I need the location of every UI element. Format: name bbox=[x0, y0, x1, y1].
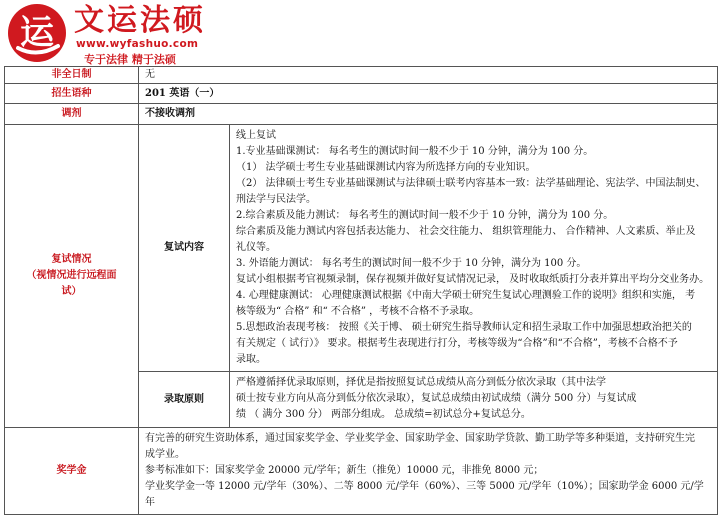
scholarship-line: 学业奖学金一等 12000 元/学年（30%）、二等 8000 元/学年（60%）、三等 5000 元/学年（10%）；国家助学金 6000 元/学年 bbox=[145, 481, 704, 508]
retest-label bbox=[5, 125, 139, 428]
retest-content-line: 2.综合素质及能力测试： 每名考生的测试时间一般不少于 10 分钟，满分为 100 分。 bbox=[236, 210, 614, 221]
retest-content-line: 5.思想政治表现考核： 按照《关于博、 硕士研究生指导教师认定和招生录取工作中加强思想政治把关的 bbox=[236, 322, 692, 333]
retest-content-line: （1） 法学硕士考生专业基础课测试内容为所选择方向的专业知识。 bbox=[236, 162, 536, 173]
info-table bbox=[4, 66, 718, 515]
retest-content-line: 核等级为“ 合格” 和“ 不合格” ，考核不合格不予录取。 bbox=[236, 306, 480, 317]
language-value: 201 英语（一） bbox=[139, 84, 718, 104]
site-header bbox=[0, 0, 720, 66]
table-row bbox=[5, 125, 718, 372]
admission-line: 硕士按专业方向从高分到低分依次录取），复试总成绩由初试成绩（满分 500 分）与复试成 bbox=[236, 393, 637, 404]
transfer-label: 调剂 bbox=[5, 104, 139, 125]
retest-content-line: 1.专业基础课测试： 每名考生的测试时间一般不少于 10 分钟，满分为 100 分。 bbox=[236, 146, 594, 157]
transfer-value: 不接收调剂 bbox=[139, 104, 718, 125]
language-label: 招生语种 bbox=[5, 84, 139, 104]
table-row bbox=[5, 84, 718, 104]
admission-content bbox=[230, 372, 718, 428]
retest-content-line: 线上复试 bbox=[236, 130, 276, 141]
retest-label-line: （视情况进行远程面 bbox=[26, 270, 117, 281]
retest-content-line: 有关规定（ 试行）》 要求。根据考生表现进行打分，考核等级为“合格”和“不合格”，考核不合格不予 bbox=[236, 338, 678, 349]
retest-label-line: 复试情况 bbox=[51, 254, 92, 265]
scholarship-content bbox=[139, 428, 718, 515]
retest-content bbox=[230, 125, 718, 372]
retest-content-line: 复试小组根据考官视频录制，保存视频并做好复试情况记录， 及时收取纸质打分表并算出平均分交业务办。 bbox=[236, 274, 710, 285]
retest-content-line: （2） 法律硕士考生专业基础课测试与法律硕士联考内容基本一致：法学基础理论、宪法学、中国法制史、 bbox=[236, 178, 706, 189]
retest-content-line: 4. 心理健康测试： 心理健康测试根据《中南大学硕士研究生复试心理测验工作的说明》组织和实施， 考 bbox=[236, 290, 696, 301]
scholarship-line: 成学业。 bbox=[145, 449, 185, 460]
brand-url[interactable]: www.wyfashuo.com bbox=[76, 38, 199, 50]
table-row bbox=[5, 428, 718, 515]
logo-char: 运 bbox=[20, 13, 54, 53]
scholarship-line: 参考标准如下：国家奖学金 20000 元/学年；新生（推免）10000 元，非推免 8000 元； bbox=[145, 465, 544, 476]
admission-line: 绩 （ 满分 300 分） 两部分组成。 总成绩=初试总分+复试总分。 bbox=[236, 409, 531, 420]
retest-content-line: 录取。 bbox=[236, 354, 266, 365]
admission-label: 录取原则 bbox=[139, 372, 230, 428]
scholarship-line: 有完善的研究生资助体系，通过国家奖学金、学业奖学金、国家助学金、国家助学贷款、勤工助学等多种渠道，支持研究生完 bbox=[145, 433, 695, 444]
table-row bbox=[5, 104, 718, 125]
retest-content-line: 3. 外语能力测试： 每名考生的测试时间一般不少于 10 分钟，满分为 100 分。 bbox=[236, 258, 587, 269]
logo-icon bbox=[4, 2, 70, 64]
retest-content-line: 刑法学与民法学。 bbox=[236, 194, 316, 205]
fulltime-label: 非全日制 bbox=[5, 67, 139, 84]
admission-line: 严格遵循择优录取原则，择优是指按照复试总成绩从高分到低分依次录取（其中法学 bbox=[236, 377, 606, 388]
retest-content-line: 综合素质及能力测试内容包括表达能力、 社会交往能力、 组织管理能力、 合作精神、人文素质、举止及 bbox=[236, 226, 696, 237]
retest-content-line: 礼仪等。 bbox=[236, 242, 276, 253]
brand-title: 文运法硕 bbox=[74, 3, 206, 38]
retest-content-label: 复试内容 bbox=[139, 125, 230, 372]
fulltime-value: 无 bbox=[139, 67, 718, 84]
retest-label-line: 试） bbox=[61, 286, 82, 297]
brand-slogan: 专于法律 精于法硕 bbox=[84, 53, 176, 66]
scholarship-label: 奖学金 bbox=[5, 428, 139, 515]
table-row bbox=[5, 67, 718, 84]
